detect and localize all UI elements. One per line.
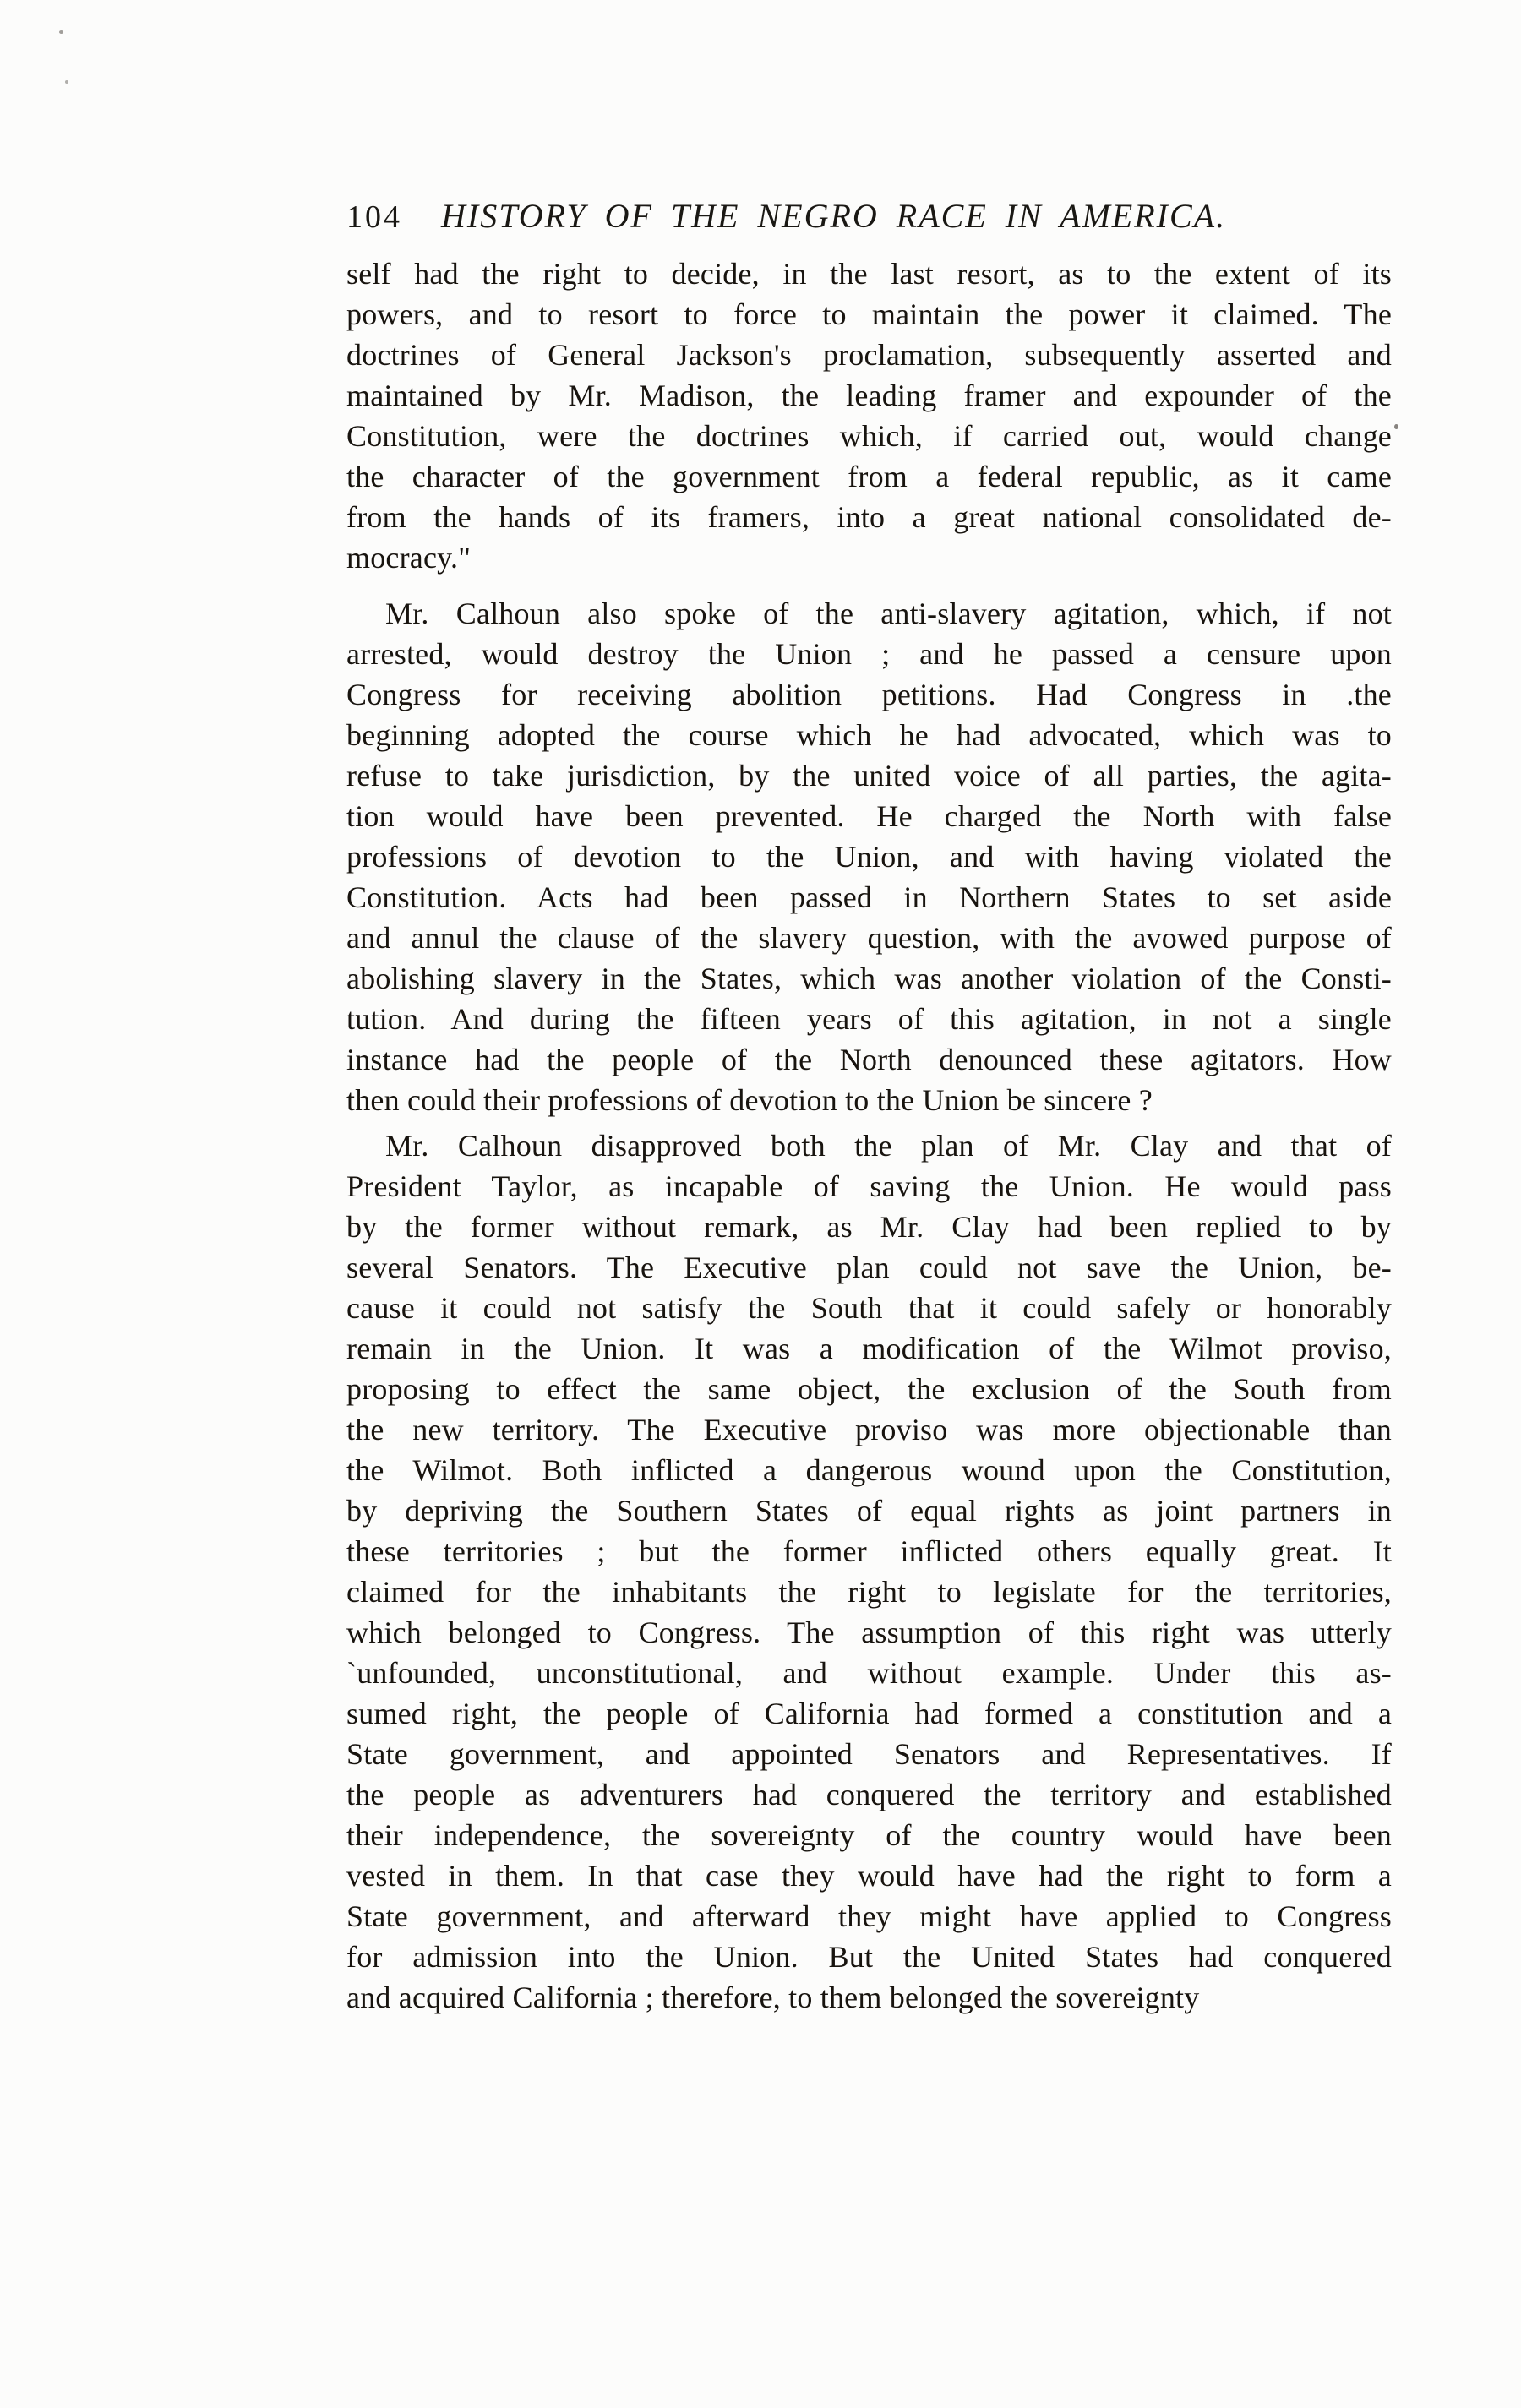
text-line: President Taylor, as incapable of saving the Union. He would pass: [346, 1169, 1392, 1203]
text-line: refuse to take jurisdiction, by the united voice of all parties, the agita-: [346, 759, 1392, 793]
text-line: the people as adventurers had conquered the territory and established: [346, 1778, 1392, 1811]
text-line: powers, and to resort to force to maintain the power it claimed. The: [346, 297, 1392, 331]
text-line: maintained by Mr. Madison, the leading framer and expounder of the: [346, 379, 1392, 412]
text-line: cause it could not satisfy the South that it could safely or honorably: [346, 1291, 1392, 1325]
scan-speck: [65, 80, 68, 84]
text-line: beginning adopted the course which he had advocated, which was to: [346, 718, 1392, 752]
text-line: doctrines of General Jackson's proclamation, subsequently asserted and: [346, 338, 1392, 372]
text-line: Constitution. Acts had been passed in Northern States to set aside: [346, 880, 1392, 914]
text-line: and acquired California ; therefore, to them belonged the sovereignty: [346, 1980, 1200, 2014]
text-line: the Wilmot. Both inflicted a dangerous wound upon the Constitution,: [346, 1453, 1392, 1487]
text-line: Mr. Calhoun disapproved both the plan of Mr. Clay and that of: [385, 1129, 1392, 1163]
text-line: vested in them. In that case they would have had the right to form a: [346, 1859, 1392, 1893]
text-line: claimed for the inhabitants the right to legislate for the territories,: [346, 1575, 1392, 1609]
text-line: professions of devotion to the Union, and with having violated the: [346, 840, 1392, 874]
scan-speck: [1394, 424, 1398, 429]
paragraph: [346, 253, 1392, 578]
text-line: Mr. Calhoun also spoke of the anti-slavery agitation, which, if not: [385, 597, 1392, 630]
text-line: Constitution, were the doctrines which, if carried out, would change: [346, 419, 1392, 453]
text-line: from the hands of its framers, into a great national consolidated de-: [346, 500, 1392, 534]
text-line: and annul the clause of the slavery question, with the avowed purpose of: [346, 921, 1392, 955]
text-line: self had the right to decide, in the last resort, as to the extent of its: [346, 257, 1392, 291]
text-line: these territories ; but the former inflicted others equally great. It: [346, 1534, 1392, 1568]
text-line: instance had the people of the North denounced these agitators. How: [346, 1043, 1392, 1076]
text-line: State government, and appointed Senators and Representatives. If: [346, 1737, 1392, 1771]
text-line: the new territory. The Executive proviso was more objectionable than: [346, 1413, 1392, 1446]
text-line: tion would have been prevented. He charged the North with false: [346, 799, 1392, 833]
text-line: arrested, would destroy the Union ; and he passed a censure upon: [346, 637, 1392, 671]
page-number: 104: [346, 199, 402, 235]
text-line: for admission into the Union. But the United States had conquered: [346, 1940, 1392, 1974]
body-text: [346, 253, 1392, 2018]
text-line: remain in the Union. It was a modification of the Wilmot proviso,: [346, 1332, 1392, 1365]
text-line: several Senators. The Executive plan could not save the Union, be-: [346, 1250, 1392, 1284]
text-line: their independence, the sovereignty of the country would have been: [346, 1818, 1392, 1852]
running-title: HISTORY OF THE NEGRO RACE IN AMERICA.: [441, 197, 1227, 235]
text-line: mocracy.": [346, 541, 472, 575]
text-line: `unfounded, unconstitutional, and without example. Under this as-: [346, 1656, 1392, 1690]
text-line: sumed right, the people of California had formed a constitution and a: [346, 1697, 1392, 1730]
paragraph: [346, 1125, 1392, 2018]
text-line: by depriving the Southern States of equal rights as joint partners in: [346, 1494, 1392, 1528]
text-line: Congress for receiving abolition petitions. Had Congress in .the: [346, 678, 1392, 711]
text-line: then could their professions of devotion to the Union be sincere ?: [346, 1083, 1153, 1117]
text-line: the character of the government from a federal republic, as it came: [346, 460, 1392, 493]
text-line: which belonged to Congress. The assumption of this right was utterly: [346, 1615, 1392, 1649]
text-line: by the former without remark, as Mr. Clay had been replied to by: [346, 1210, 1392, 1244]
page-header: [346, 196, 1392, 236]
text-line: tution. And during the fifteen years of this agitation, in not a single: [346, 1002, 1392, 1036]
scan-speck: [59, 30, 63, 34]
text-line: abolishing slavery in the States, which was another violation of the Consti-: [346, 962, 1392, 995]
paragraph: [346, 593, 1392, 1120]
text-line: proposing to effect the same object, the exclusion of the South from: [346, 1372, 1392, 1406]
text-line: State government, and afterward they might have applied to Congress: [346, 1899, 1392, 1933]
